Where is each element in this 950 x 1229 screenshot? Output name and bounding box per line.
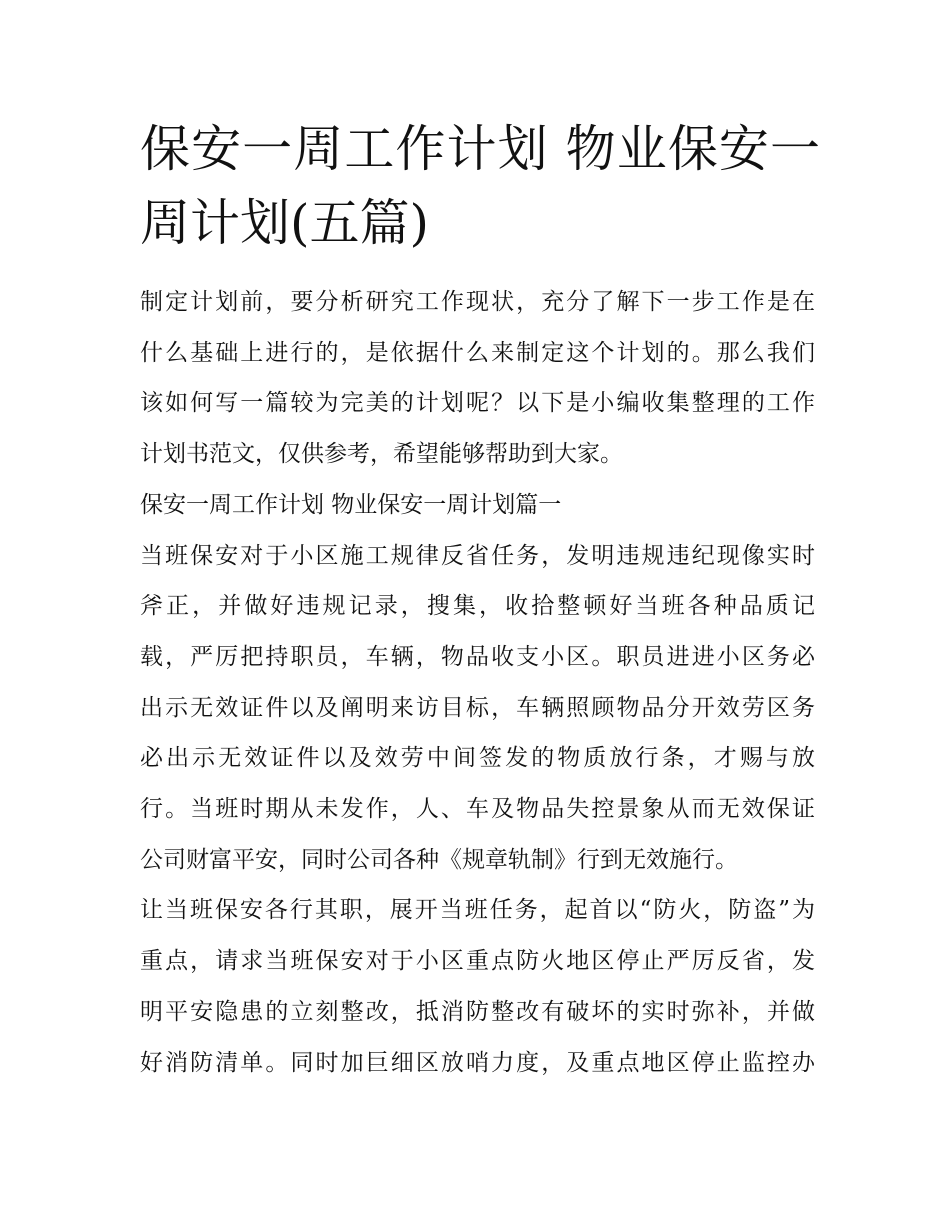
text-line: 明平安隐患的立刻整改，抵消防整改有破坏的实时弥补，并做 (140, 998, 815, 1025)
text-line: 当班保安对于小区施工规律反省任务，发明违规违纪现像实时 (140, 542, 815, 569)
section-heading: 保安一周工作计划 物业保安一周计划篇一 (140, 491, 562, 518)
intro-paragraph (140, 277, 815, 480)
text-line: 公司财富平安，同时公司各种《规章轨制》行到无效施行。 (140, 846, 738, 873)
text-line: 行。当班时期从未发作，人、车及物品失控景象从而无效保证 (140, 796, 815, 823)
text-line: 重点，请求当班保安对于小区重点防火地区停止严厉反省，发 (140, 948, 815, 975)
body-paragraph (140, 885, 815, 1088)
title-line: 周计划(五篇) (140, 194, 430, 252)
text-line: 什么基础上进行的，是依据什么来制定这个计划的。那么我们 (140, 339, 815, 366)
text-line: 该如何写一篇较为完美的计划呢？以下是小编收集整理的工作 (140, 390, 815, 417)
document-body (140, 277, 815, 1088)
text-line: 斧正，并做好违规记录，搜集，收拾整顿好当班各种品质记 (140, 593, 815, 620)
text-line: 必出示无效证件以及效劳中间签发的物质放行条，才赐与放 (140, 745, 815, 772)
text-line: 让当班保安各行其职，展开当班任务，起首以“防火，防盗”为 (140, 897, 815, 924)
body-paragraph (140, 531, 815, 886)
text-line: 制定计划前，要分析研究工作现状，充分了解下一步工作是在 (140, 289, 815, 315)
text-line: 好消防清单。同时加巨细区放哨力度，及重点地区停止监控办 (140, 1049, 815, 1076)
text-line: 载，严厉把持职员，车辆，物品收支小区。职员进进小区务必 (140, 643, 815, 670)
title-line: 保安一周工作计划 物业保安一 (140, 120, 820, 178)
text-line: 出示无效证件以及阐明来访目标，车辆照顾物品分开效劳区务 (140, 694, 815, 721)
document-title (140, 112, 820, 260)
text-line: 计划书范文，仅供参考，希望能够帮助到大家。 (140, 441, 623, 468)
